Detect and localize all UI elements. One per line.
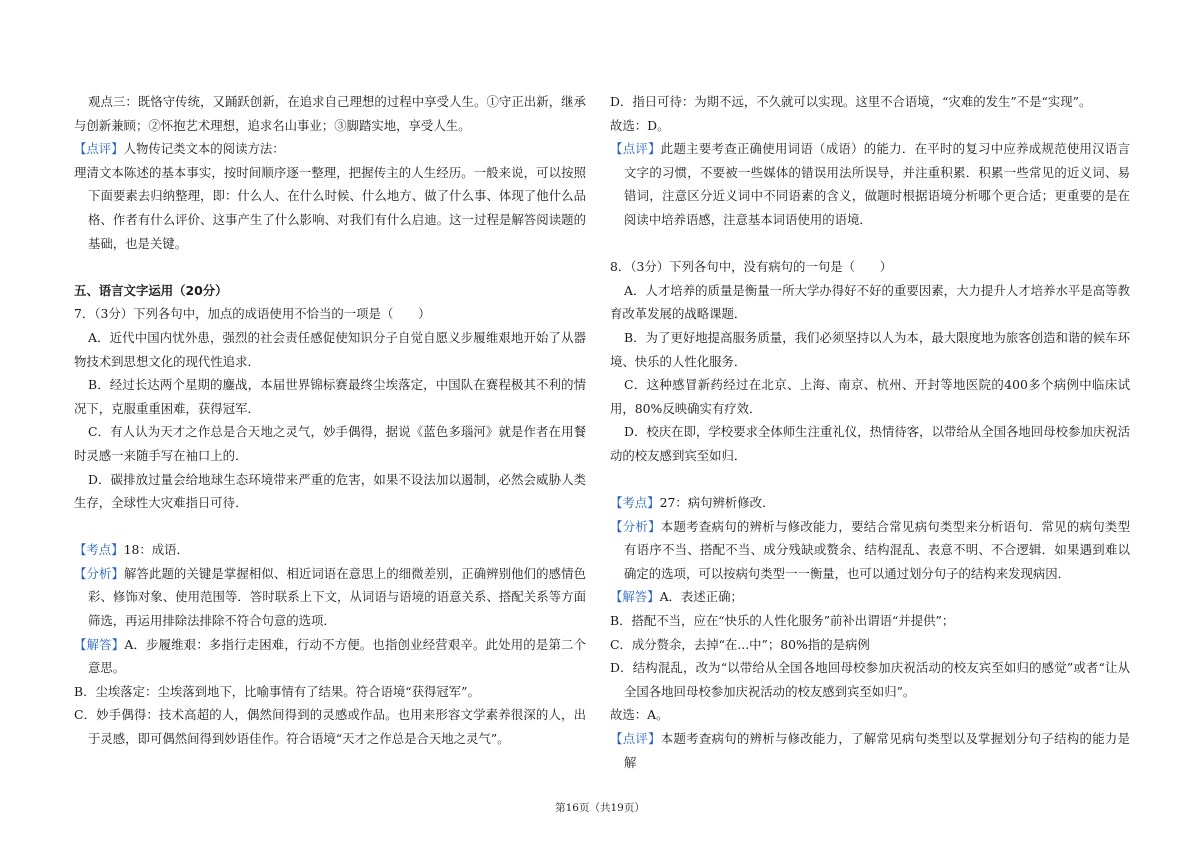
spacer [74,515,586,539]
fenxi-text: 解答此题的关键是掌握相似、相近词语在意思上的细微差别，正确辨别他们的感情色彩、修饰对象、使用范围等．答时联系上下文，从词语与语境的语意关系、搭配关系等方面筛选，再运用排除法排除不符合句意的选项． [88,565,587,629]
comment-text: 此题主要考查正确使用词语（成语）的能力．在平时的复习中应养成规范使用汉语言文字的习惯，不要被一些媒体的错误用法所误导，并注重积累．积累一些常见的近义词、易错词，注意区分近义词中不同语素的含义，做题时根据语境分析哪个更合适；更重要的是在阅读中培养语感，注意基本词语使用的语境． [624,141,1131,227]
jieda-a-text: A．步履维艰：多指行走困难，行动不方便。也指创业经营艰辛。此处用的是第二个意思。 [88,636,587,676]
kaodian-tag: 【考点】 [74,542,124,558]
q7-comment [610,137,1130,231]
q8-option-a: A．人才培养的质量是衡量一所大学办得好不好的重要因素，大力提升人才培养水平是高等教育改革发展的战略课题． [610,282,1130,322]
spacer [610,468,1130,492]
q7-jieda-c: C．妙手偶得：技术高超的人，偶然间得到的灵感或作品。也用来形容文学素养很深的人，出于灵感，即可偶然间得到妙语佳作。符合语境“天才之作总是合天地之灵气”。 [74,707,586,747]
q7-jieda-b: B．尘埃落定：尘埃落到地下，比喻事情有了结果。符合语境“获得冠军”。 [74,683,480,699]
page-number: 第16页（共19页） [555,802,645,814]
comment-tag: 【点评】 [74,141,124,157]
q8-jieda-c: C．成分赘余，去掉“在...中”；80%指的是病例 [610,636,870,652]
kaodian-text: 18：成语． [123,542,189,558]
comment-text: 人物传记类文本的阅读方法： [123,141,285,157]
q8-option-c: C．这种感冒新药经过在北京、上海、南京、杭州、开封等地医院的400多个病例中临床试用，80%反映确实有疗效． [610,377,1130,416]
q7-jieda-d: D．指日可待：为期不远，不久就可以实现。这里不合语境，“灾难的发生”不是“实现”。 [610,94,1092,109]
q7-option-d: D．碳排放过量会给地球生态环境带来严重的危害，如果不设法加以遏制，必然会威胁人类生存，全球性大灾难指日可待． [74,471,586,511]
q8-comment [610,727,1130,774]
q7-option-b: B．经过长达两个星期的鏖战，本届世界锦标赛最终尘埃落定，中国队在赛程极其不利的情况下，克服重重困难，获得冠军． [74,377,586,416]
spacer [74,255,586,279]
q8-option-b: B．为了更好地提高服务质量，我们必须坚持以人为本，最大限度地为旅客创造和谐的候车环境、快乐的人性化服务． [610,329,1130,369]
comment-heading [74,137,586,161]
right-column [610,90,1130,774]
q7-option-a: A．近代中国内忧外患，强烈的社会责任感促使知识分子自觉自愿义步履维艰地开始了从器物技术到思想文化的现代性追求． [74,329,586,369]
fenxi-text: 本题考查病句的辨析与修改能力，要结合常见病句类型来分析语句．常见的病句类型有语序不当、搭配不当、成分残缺或赘余、结构混乱、表意不明、不合逻辑．如果遇到难以确定的选项，可以按病句类型一一衡量，也可以通过划分句子的结构来发现病因． [624,518,1131,581]
q7-stem: 7．（3分）下列各句中，加点的成语使用不恰当的一项是（ ） [74,306,431,322]
left-column [74,90,586,751]
comment-tag: 【点评】 [610,731,661,747]
fenxi-tag: 【分析】 [74,565,124,581]
q7-fenxi [74,562,586,633]
comment-text: 本题考查病句的辨析与修改能力，了解常见病句类型以及掌握划分句子结构的能力是解 [624,731,1131,770]
q7-answer: 故选：D。 [610,117,670,133]
fenxi-tag: 【分析】 [610,518,661,534]
jieda-tag: 【解答】 [74,636,125,652]
viewpoint-three: 观点三：既恪守传统，又踊跃创新，在追求自己理想的过程中享受人生。①守正出新，继承与创新兼顾；②怀抱艺术理想，追求名山事业；③脚踏实地，享受人生。 [74,94,586,133]
q7-kaodian [74,538,586,562]
q8-jieda-d: D．结构混乱，改为“以带给从全国各地回母校参加庆祝活动的校友宾至如归的感觉”或者“让从全国各地回母校参加庆祝活动的校友感到宾至如归”。 [610,660,1130,699]
jieda-a-text: A．表述正确； [659,589,743,605]
q7-jieda-a [74,633,586,680]
kaodian-tag: 【考点】 [610,495,660,511]
section-title: 五、语言文字运用（20分） [74,282,228,298]
q8-option-d: D．校庆在即，学校要求全体师生注重礼仪，热情待客，以带给从全国各地回母校参加庆祝活动的校友感到宾至如归． [610,424,1130,463]
jieda-tag: 【解答】 [610,589,660,605]
kaodian-text: 27：病句辨析修改． [659,495,775,511]
spacer [610,232,1130,256]
comment-body: 理清文本陈述的基本事实，按时间顺序逐一整理，把握传主的人生经历。一般来说，可以按照下面要素去归纳整理，即：什么人、在什么时候、什么地方、做了什么事、体现了他什么品格、作者有什么评价、这事产生了什么影响、对我们有什么启迪。这一过程是解答阅读题的基础，也是关键。 [74,164,586,251]
q8-jieda-a [610,585,1130,609]
q8-kaodian [610,491,1130,515]
comment-tag: 【点评】 [610,141,661,157]
q7-option-c: C．有人认为天才之作总是合天地之灵气，妙手偶得，据说《蓝色多瑙河》就是作者在用餐时灵感一来随手写在袖口上的． [74,424,586,463]
q8-jieda-b: B．搭配不当，应在“快乐的人性化服务”前补出谓语“并提供”； [610,613,955,629]
q8-fenxi [610,515,1130,586]
q8-answer: 故选：A。 [610,707,669,723]
q8-stem: 8．（3分）下列各句中，没有病句的一句是（ ） [610,259,893,275]
